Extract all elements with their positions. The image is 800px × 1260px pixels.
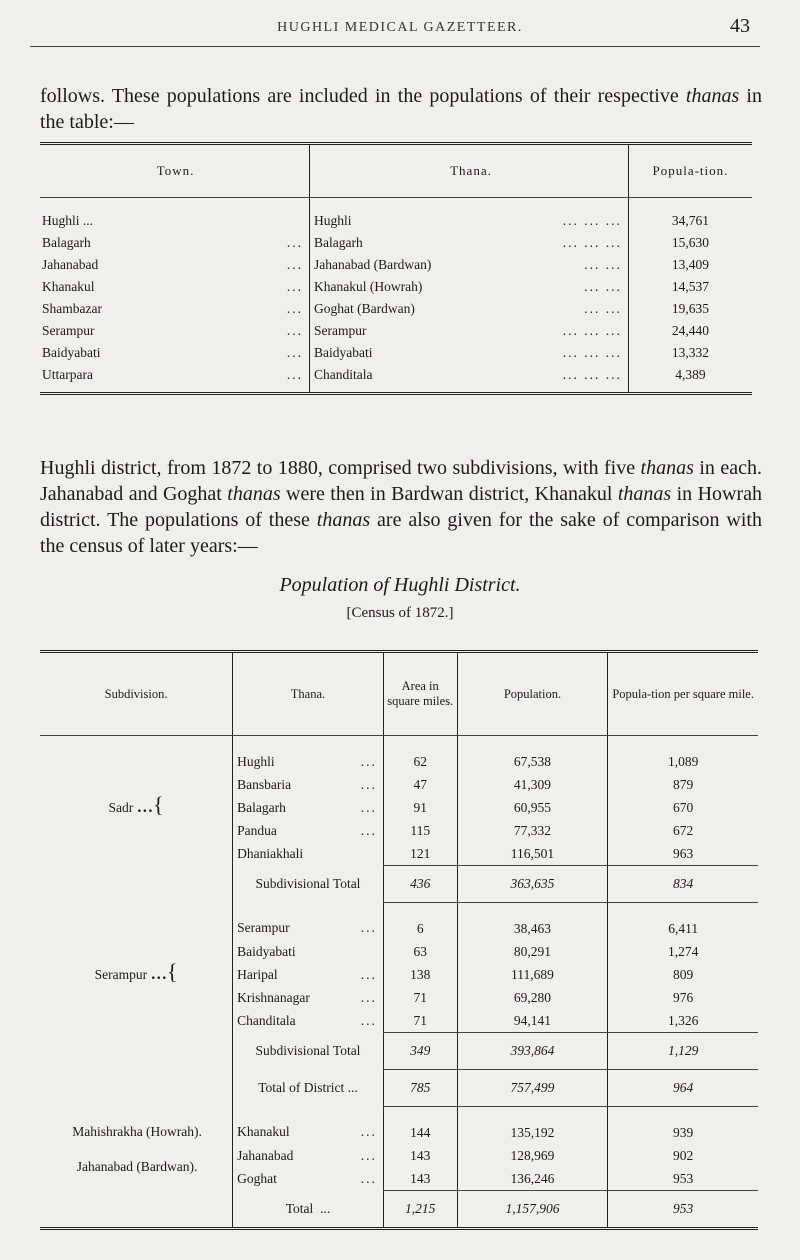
table-row: Bansbaria ... 47 41,309 879 bbox=[40, 773, 758, 796]
town-cell: Shambazar ... bbox=[42, 301, 304, 316]
thana-cell: Serampur ... ... ... bbox=[310, 320, 629, 342]
thana-cell: Chanditala ... bbox=[233, 1009, 384, 1033]
thana-cell: Goghat (Bardwan) ... ... bbox=[310, 298, 629, 320]
table-row: Jahanabad (Bardwan). Jahanabad ... 143 128,969 902 bbox=[40, 1144, 758, 1167]
table-row: Mahishrakha (Howrah). Khanakul ... 144 135,192 939 bbox=[40, 1107, 758, 1145]
table-row: Pandua ... 115 77,332 672 bbox=[40, 819, 758, 842]
district-population-table bbox=[40, 650, 758, 1230]
table-row bbox=[40, 276, 752, 298]
thana-cell: Goghat ... bbox=[233, 1167, 384, 1191]
intro-italic: thanas bbox=[685, 85, 740, 107]
col-population: Population. bbox=[457, 652, 608, 736]
table-row bbox=[40, 320, 752, 342]
table-row bbox=[40, 254, 752, 276]
town-cell: Baidyabati ... bbox=[42, 345, 304, 360]
thana-cell: Jahanabad (Bardwan) ... ... bbox=[310, 254, 629, 276]
thana-cell: Chanditala ... ... ... bbox=[310, 364, 629, 394]
population-cell: 15,630 bbox=[628, 232, 752, 254]
table-row: Serampur ...{ Serampur ... 6 38,463 6,411 bbox=[40, 903, 758, 941]
thana-cell: Serampur ... bbox=[233, 903, 384, 941]
population-cell: 24,440 bbox=[628, 320, 752, 342]
table-row bbox=[40, 198, 752, 233]
thana-cell: Jahanabad ... bbox=[233, 1144, 384, 1167]
population-cell: 19,635 bbox=[628, 298, 752, 320]
table-row bbox=[40, 298, 752, 320]
col-area: Area in square miles. bbox=[383, 652, 457, 736]
population-cell: 4,389 bbox=[628, 364, 752, 394]
table1-header-row bbox=[40, 144, 752, 198]
town-cell: Serampur ... bbox=[42, 323, 304, 338]
subtotal-row: Subdivisional Total 436 363,635 834 bbox=[40, 866, 758, 903]
district-paragraph: Hughli district, from 1872 to 1880, comprised two subdivisions, with five thanas in each. Jahanabad and Goghat thanas were then in Bardwan district, Khanakul thanas in Howrah district. The populations of these thanas are also given for the sake of comparison with the census of later years:— bbox=[40, 457, 762, 557]
page-number: 43 bbox=[730, 15, 750, 37]
thana-cell: Khanakul (Howrah) ... ... bbox=[310, 276, 629, 298]
intro-text-end: in the table:— bbox=[40, 85, 762, 133]
table-row: Goghat ... 143 136,246 953 bbox=[40, 1167, 758, 1191]
thana-cell: Khanakul ... bbox=[233, 1107, 384, 1145]
thana-cell: Haripal ... bbox=[233, 963, 384, 986]
page-header bbox=[0, 10, 800, 50]
thana-cell: Hughli ... bbox=[233, 736, 384, 774]
subdivision-cell: Mahishrakha (Howrah). bbox=[72, 1124, 202, 1140]
thana-cell: Hughli ... ... ... bbox=[310, 198, 629, 233]
table-row: Dhaniakhali 121 116,501 963 bbox=[40, 842, 758, 866]
population-cell: 13,409 bbox=[628, 254, 752, 276]
table2-header-row bbox=[40, 652, 758, 736]
thana-cell: Dhaniakhali bbox=[233, 842, 384, 866]
intro-paragraph bbox=[40, 83, 762, 135]
thana-cell: Baidyabati ... ... ... bbox=[310, 342, 629, 364]
col-town: Town. bbox=[40, 144, 310, 198]
town-cell: Balagarh ... bbox=[42, 235, 304, 250]
population-cell: 13,332 bbox=[628, 342, 752, 364]
thana-cell: Balagarh ... bbox=[233, 796, 384, 819]
thana-cell: Baidyabati bbox=[233, 940, 384, 963]
running-title: HUGHLI MEDICAL GAZETTEER. bbox=[277, 20, 523, 35]
intro-text: follows. These populations are included in the populations of their respective bbox=[40, 85, 686, 107]
table-row bbox=[40, 232, 752, 254]
table-row: Chanditala ... 71 94,141 1,326 bbox=[40, 1009, 758, 1033]
thana-cell: Pandua ... bbox=[233, 819, 384, 842]
population-cell: 14,537 bbox=[628, 276, 752, 298]
town-cell: Hughli ... bbox=[42, 213, 94, 228]
census-note: [Census of 1872.] bbox=[346, 605, 454, 621]
town-cell: Jahanabad ... bbox=[42, 257, 304, 272]
population-cell: 34,761 bbox=[628, 198, 752, 233]
table-row: Krishnanagar ... 71 69,280 976 bbox=[40, 986, 758, 1009]
table-row: Baidyabati 63 80,291 1,274 bbox=[40, 940, 758, 963]
col-subdivision: Subdivision. bbox=[40, 652, 233, 736]
table-row: Haripal ... 138 111,689 809 bbox=[40, 963, 758, 986]
table-row bbox=[40, 342, 752, 364]
subdivision-cell: Sadr ...{ bbox=[108, 791, 164, 817]
grand-total-row: Total ... 1,215 1,157,906 953 bbox=[40, 1191, 758, 1229]
town-cell: Khanakul ... bbox=[42, 279, 304, 294]
town-population-table bbox=[40, 142, 752, 395]
table-row bbox=[40, 364, 752, 394]
subdivision-cell: Jahanabad (Bardwan). bbox=[76, 1159, 198, 1175]
subdivision-cell: Serampur ...{ bbox=[94, 958, 178, 984]
table-row: Balagarh ... 91 60,955 670 bbox=[40, 796, 758, 819]
subtotal-row: Subdivisional Total 349 393,864 1,129 bbox=[40, 1033, 758, 1070]
district-total-row: Total of District ... 785 757,499 964 bbox=[40, 1070, 758, 1107]
col-thana: Thana. bbox=[310, 144, 629, 198]
table-caption: Population of Hughli District. bbox=[279, 574, 521, 596]
col-thana: Thana. bbox=[233, 652, 384, 736]
thana-cell: Balagarh ... ... ... bbox=[310, 232, 629, 254]
town-cell: Uttarpara ... bbox=[42, 367, 304, 382]
header-rule bbox=[30, 46, 760, 47]
thana-cell: Krishnanagar ... bbox=[233, 986, 384, 1009]
thana-cell: Bansbaria ... bbox=[233, 773, 384, 796]
col-density: Popula-tion per square mile. bbox=[608, 652, 758, 736]
table-row: Sadr ...{ Hughli ... 62 67,538 1,089 bbox=[40, 736, 758, 774]
col-population: Popula-tion. bbox=[628, 144, 752, 198]
